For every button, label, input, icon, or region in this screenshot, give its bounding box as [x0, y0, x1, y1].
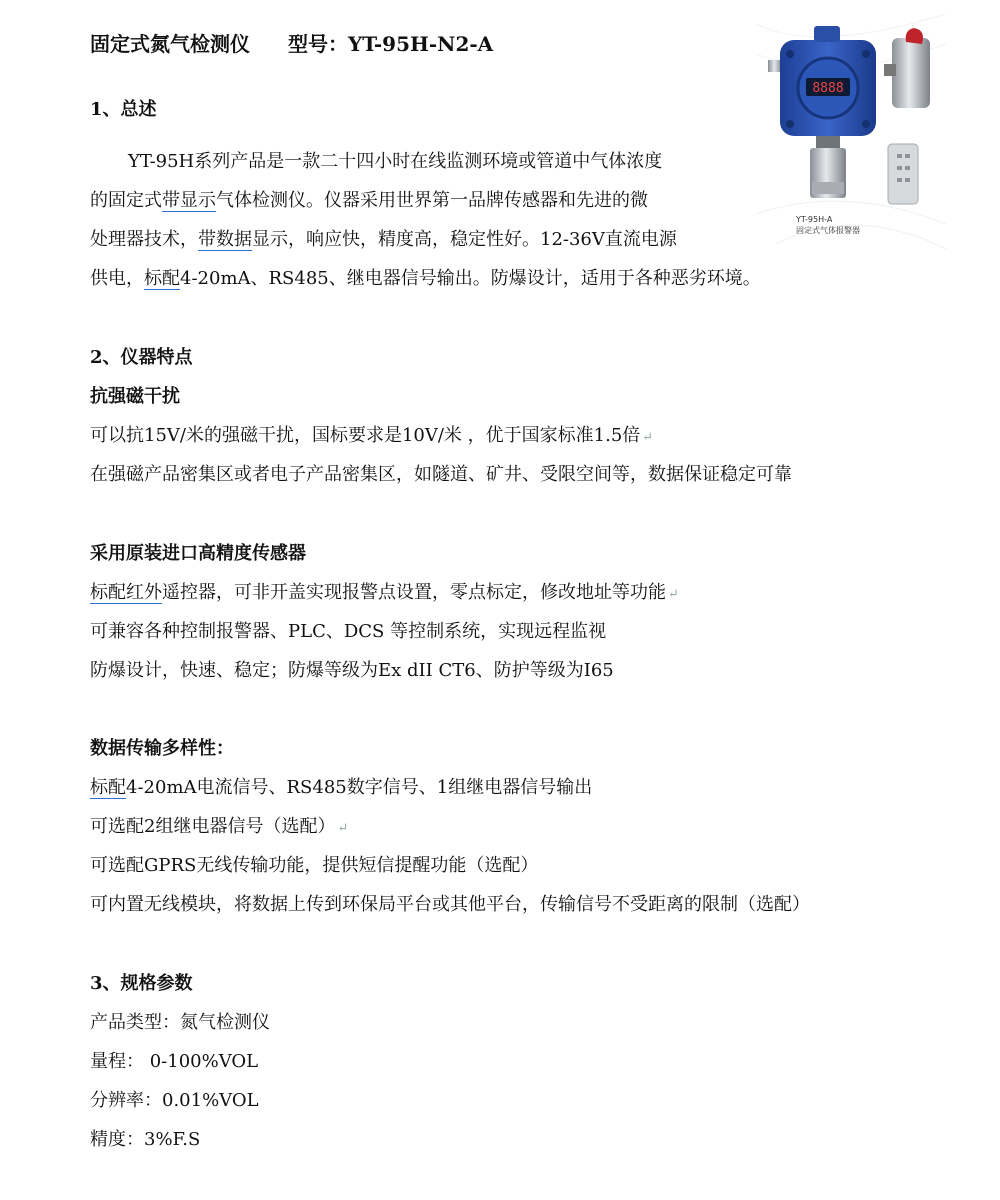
product-caption-desc: 固定式气体报警器 [796, 226, 860, 235]
feature-3-line-2: 可选配2组继电器信号（选配） ↵ [90, 816, 349, 837]
display-digits: 8888 [812, 81, 844, 96]
product-caption [796, 214, 860, 236]
spec-resolution: 分辨率：0.01%VOL [90, 1090, 259, 1111]
spec-range: 量程： 0-100%VOL [90, 1051, 259, 1072]
feature-3-line-3: 可选配GPRS无线传输功能，提供短信提醒功能（选配） [90, 855, 539, 876]
feature-1-line-2: 在强磁产品密集区或者电子产品密集区，如隧道、矿井、受限空间等，数据保证稳定可靠 [90, 464, 792, 485]
section-heading-overview: 1、总述 [90, 99, 157, 120]
feature-3-line-1: 标配4-20mA电流信号、RS485数字信号、1组继电器信号输出 [90, 777, 593, 798]
feature-group-3-title: 数据传输多样性： [90, 738, 234, 759]
return-mark: ↵ [642, 430, 654, 445]
spec-accuracy: 精度：3%F.S [90, 1129, 201, 1150]
section-heading-features: 2、仪器特点 [90, 347, 193, 368]
feature-1-line-1: 可以抗15V/米的强磁干扰，国标要求是10V/米 ，优于国家标准1.5倍 ↵ [90, 425, 654, 446]
feature-2-line-2: 可兼容各种控制报警器、PLC、DCS 等控制系统，实现远程监视 [90, 621, 607, 642]
product-image [756, 14, 946, 254]
feature-2-line-1: 标配红外遥控器，可非开盖实现报警点设置，零点标定，修改地址等功能 ↵ [90, 582, 679, 603]
feature-group-2-title: 采用原装进口高精度传感器 [90, 543, 306, 564]
overview-line-2: 的固定式带显示气体检测仪。仪器采用世界第一品牌传感器和先进的微 [90, 190, 648, 211]
overview-line-3: 处理器技术，带数据显示，响应快，精度高，稳定性好。12-36V直流电源 [90, 229, 677, 250]
feature-3-line-4: 可内置无线模块，将数据上传到环保局平台或其他平台，传输信号不受距离的限制（选配） [90, 894, 810, 915]
document-title [90, 32, 493, 56]
feature-group-1-title: 抗强磁干扰 [90, 386, 180, 407]
product-name: 固定式氮气检测仪 [90, 32, 250, 56]
feature-2-line-3: 防爆设计，快速、稳定；防爆等级为Ex dII CT6、防护等级为I65 [90, 660, 614, 681]
spec-product-type: 产品类型：氮气检测仪 [90, 1012, 270, 1033]
overview-line-1: YT-95H系列产品是一款二十四小时在线监测环境或管道中气体浓度 [128, 151, 663, 172]
section-heading-specs: 3、规格参数 [90, 973, 193, 994]
return-mark: ↵ [337, 821, 349, 836]
model-number: 型号：YT-95H-N2-A [288, 32, 494, 56]
return-mark: ↵ [668, 587, 679, 602]
product-caption-model: YT-95H-A [796, 215, 833, 224]
overview-line-4: 供电，标配4-20mA、RS485、继电器信号输出。防爆设计，适用于各种恶劣环境。 [90, 268, 761, 289]
